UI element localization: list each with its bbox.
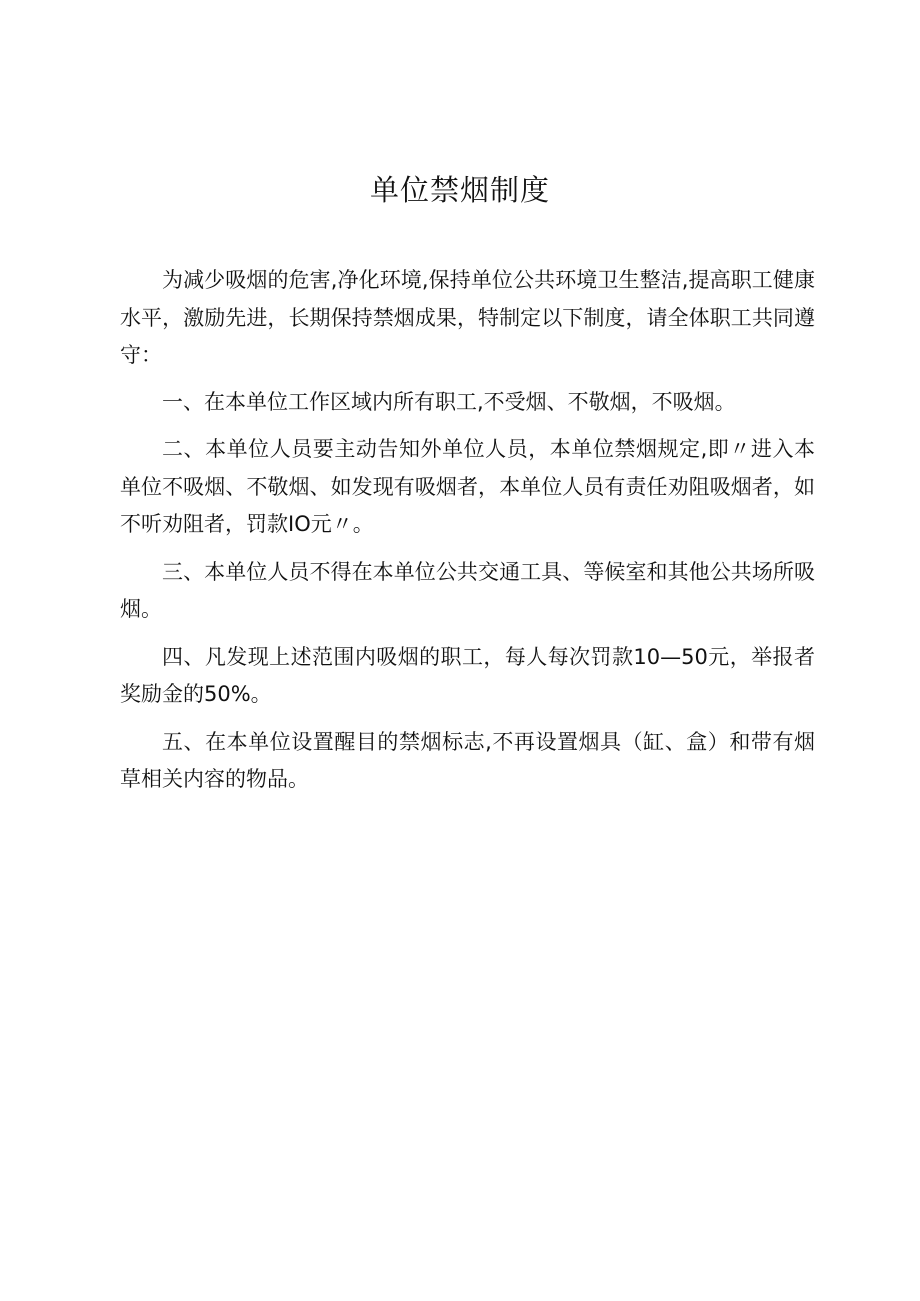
intro-paragraph: 为减少吸烟的危害,净化环境,保持单位公共环境卫生整洁,提高职工健康水平，激励先进，长期保持禁烟成果，特制定以下制度，请全体职工共同遵守： bbox=[120, 268, 815, 367]
document-title: 单位禁烟制度 bbox=[369, 173, 550, 207]
rule-paragraph-3: 三、本单位人员不得在本单位公共交通工具、等候室和其他公共场所吸烟。 bbox=[120, 559, 815, 621]
document-body bbox=[120, 262, 815, 809]
rule-paragraph-5: 五、在本单位设置醒目的禁烟标志,不再设置烟具（缸、盒）和带有烟草相关内容的物品。 bbox=[120, 729, 815, 791]
rule-paragraph-4: 四、凡发现上述范围内吸烟的职工，每人每次罚款10—50元，举报者奖励金的50%。 bbox=[120, 644, 815, 706]
rule-paragraph-1: 一、在本单位工作区域内所有职工,不受烟、不敬烟，不吸烟。 bbox=[162, 389, 736, 414]
rule-paragraph-2: 二、本单位人员要主动告知外单位人员，本单位禁烟规定,即〃进入本单位不吸烟、不敬烟、如发现有吸烟者，本单位人员有责任劝阻吸烟者，如不听劝阻者，罚款IO元〃。 bbox=[120, 437, 815, 536]
